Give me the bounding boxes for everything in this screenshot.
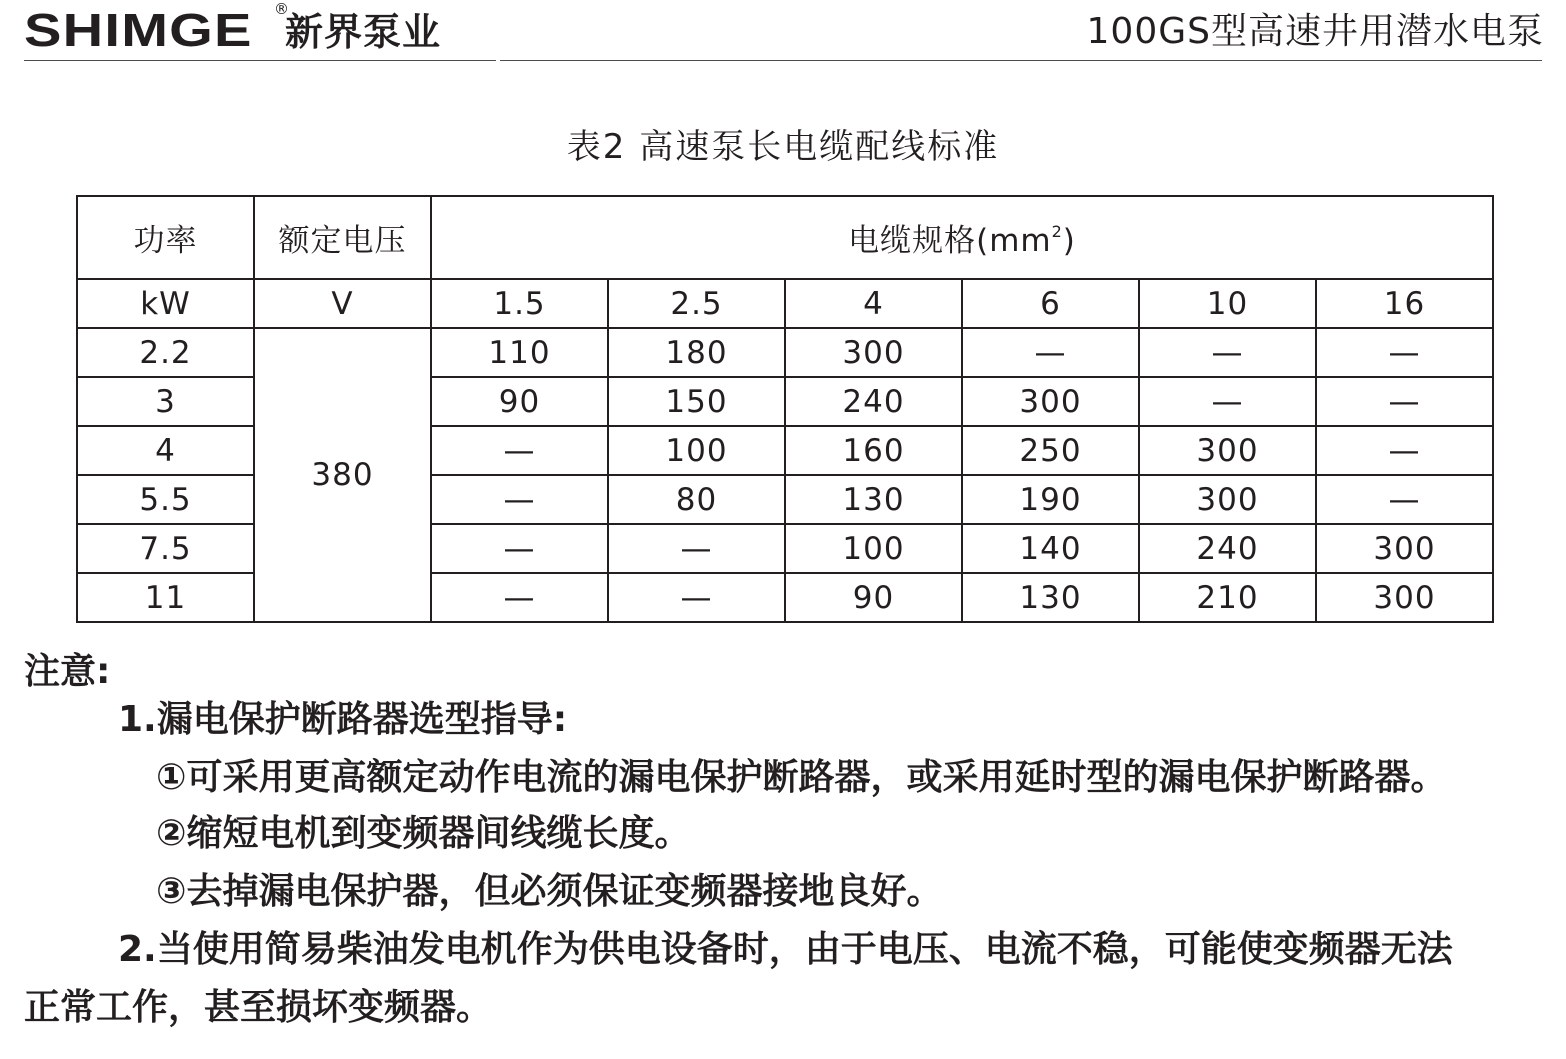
cable-size: 10: [1139, 279, 1316, 328]
notes-title: 注意:: [24, 651, 111, 692]
note-item-1-sub-3: ③去掉漏电保护器，但必须保证变频器接地良好。: [156, 871, 943, 912]
cable-size: 2.5: [608, 279, 785, 328]
header-cable-spec: [431, 196, 1493, 279]
table-cell: —: [1139, 328, 1316, 377]
table-cell: 140: [962, 524, 1139, 573]
unit-voltage: V: [254, 279, 431, 328]
table-unit-row: [77, 279, 1493, 328]
registered-mark: ®: [274, 0, 289, 18]
document-title: 100GS型高速井用潜水电泵: [1086, 11, 1544, 52]
table-cell: 240: [1139, 524, 1316, 573]
table-cell: 130: [962, 573, 1139, 622]
table-cell: 110: [431, 328, 608, 377]
table-cell: —: [431, 524, 608, 573]
header-cable-spec-label: 电缆规格(mm: [848, 223, 1052, 259]
table-cell: —: [608, 573, 785, 622]
table-cell: 100: [608, 426, 785, 475]
cable-spec-table: [76, 195, 1494, 623]
table-cell: 300: [785, 328, 962, 377]
table-cell: 180: [608, 328, 785, 377]
table-row: [77, 328, 1493, 377]
cable-size: 6: [962, 279, 1139, 328]
power-value: 7.5: [77, 524, 254, 573]
table-cell: —: [431, 475, 608, 524]
brand-logo: [24, 0, 442, 56]
note-item-1-sub-2: ②缩短电机到变频器间线缆长度。: [156, 813, 691, 854]
table-cell: —: [962, 328, 1139, 377]
table-cell: 300: [1316, 573, 1493, 622]
header-divider-left: [24, 60, 496, 61]
table-cell: —: [431, 573, 608, 622]
header-cable-spec-superscript: 2: [1051, 222, 1063, 241]
cable-size: 1.5: [431, 279, 608, 328]
table-header-row: [77, 196, 1493, 279]
note-item-2-line-1: 2.当使用简易柴油发电机作为供电设备时，由于电压、电流不稳，可能使变频器无法: [118, 929, 1453, 970]
power-value: 5.5: [77, 475, 254, 524]
table-cell: 190: [962, 475, 1139, 524]
table-cell: 100: [785, 524, 962, 573]
table-cell: 80: [608, 475, 785, 524]
header-divider-right: [500, 60, 1542, 61]
header-power: 功率: [77, 196, 254, 279]
note-item-1-title: 1.漏电保护断路器选型指导:: [118, 699, 568, 740]
table-cell: 300: [962, 377, 1139, 426]
unit-power: kW: [77, 279, 254, 328]
table-cell: 300: [1139, 475, 1316, 524]
brand-chinese-text: 新界泵业: [285, 10, 442, 54]
table-cell: 300: [1316, 524, 1493, 573]
table-cell: 300: [1139, 426, 1316, 475]
table-cell: —: [608, 524, 785, 573]
table-cell: 90: [785, 573, 962, 622]
power-value: 11: [77, 573, 254, 622]
header-rated-voltage: 额定电压: [254, 196, 431, 279]
table-caption: 表2 高速泵长电缆配线标准: [566, 127, 1000, 167]
table-cell: 160: [785, 426, 962, 475]
table-cell: —: [1139, 377, 1316, 426]
note-item-1-sub-1: ①可采用更高额定动作电流的漏电保护断路器，或采用延时型的漏电保护断路器。: [156, 757, 1447, 798]
rated-voltage-value: 380: [254, 328, 431, 622]
cable-size: 16: [1316, 279, 1493, 328]
table-cell: —: [1316, 426, 1493, 475]
table-cell: 240: [785, 377, 962, 426]
table-cell: —: [1316, 328, 1493, 377]
table-cell: 250: [962, 426, 1139, 475]
table-cell: —: [431, 426, 608, 475]
note-item-2-line-2: 正常工作，甚至损坏变频器。: [24, 987, 493, 1028]
power-value: 3: [77, 377, 254, 426]
header-cable-spec-close: ): [1062, 223, 1076, 259]
cable-size: 4: [785, 279, 962, 328]
table-cell: 150: [608, 377, 785, 426]
table-cell: 210: [1139, 573, 1316, 622]
power-value: 2.2: [77, 328, 254, 377]
power-value: 4: [77, 426, 254, 475]
table-cell: —: [1316, 475, 1493, 524]
brand-latin-text: SHIMGE: [24, 4, 253, 56]
table-cell: 130: [785, 475, 962, 524]
table-cell: —: [1316, 377, 1493, 426]
table-cell: 90: [431, 377, 608, 426]
